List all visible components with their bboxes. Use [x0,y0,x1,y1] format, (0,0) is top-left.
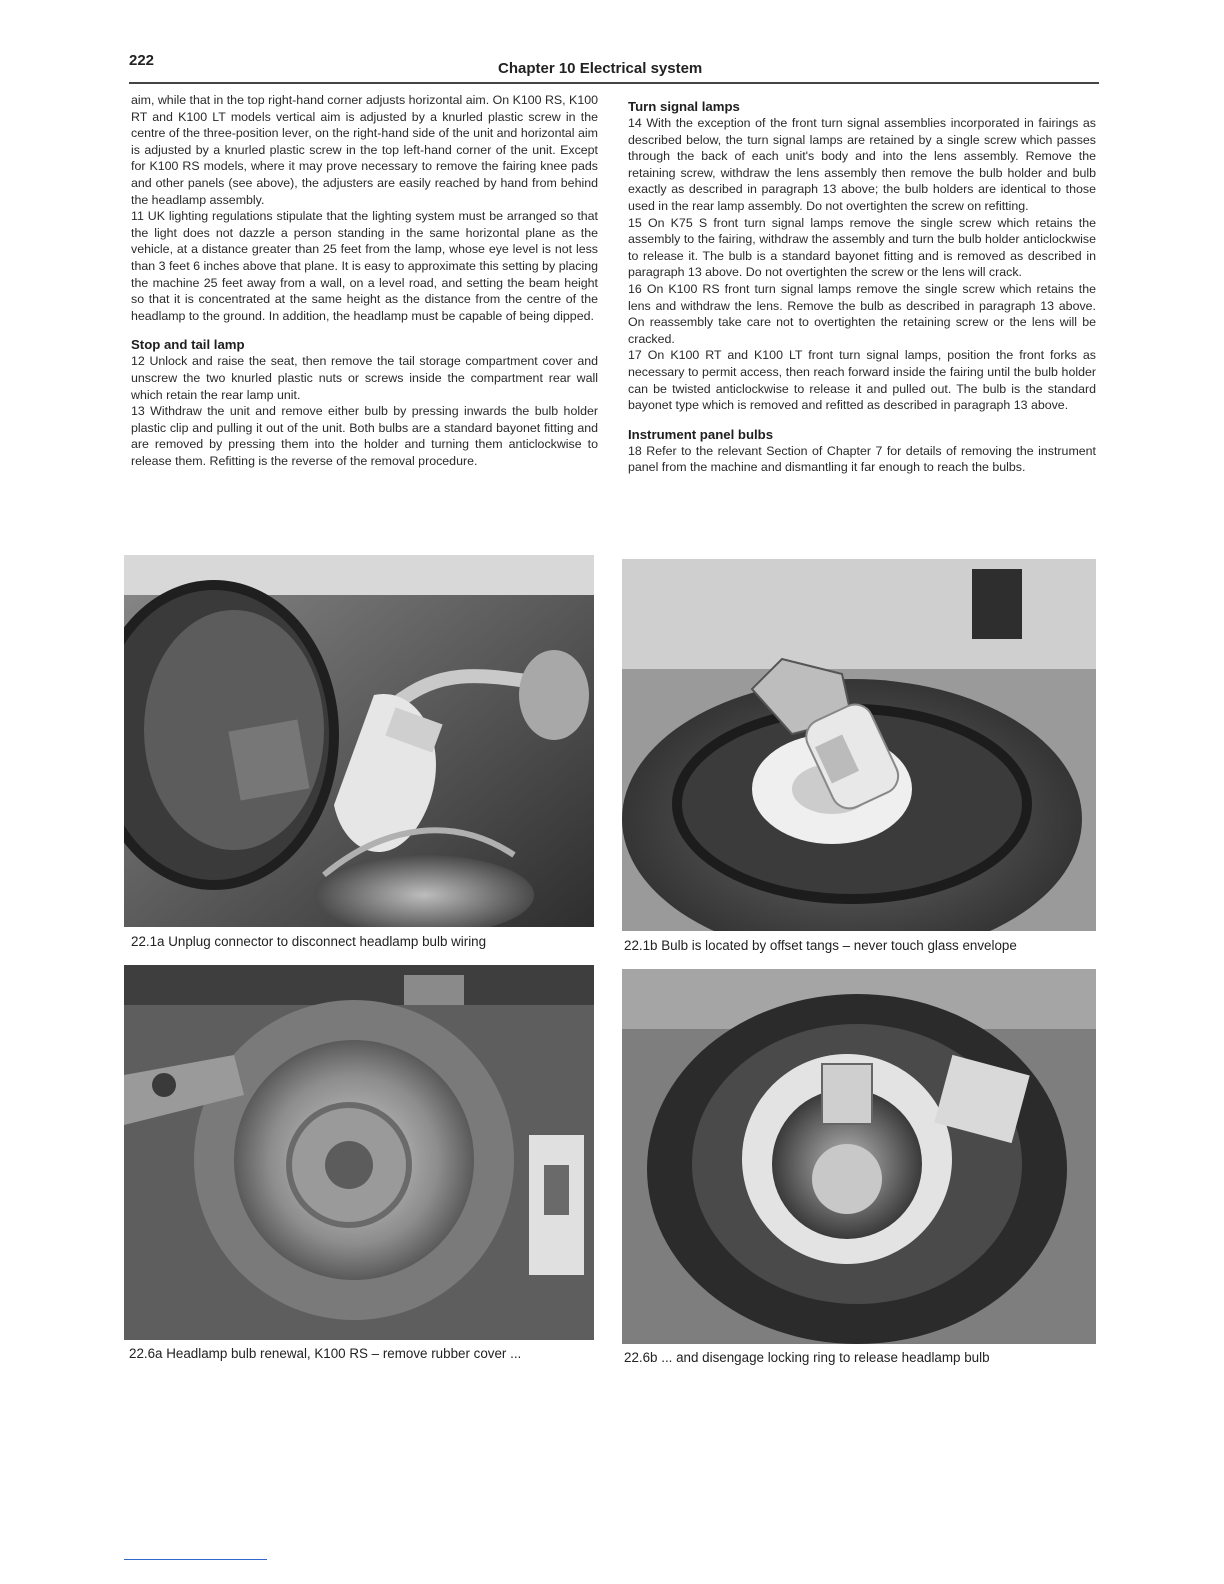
heading-instrument-panel-bulbs: Instrument panel bulbs [628,426,774,442]
caption-22-6b: 22.6b ... and disengage locking ring to release headlamp bulb [624,1350,990,1365]
left-column [131,92,598,469]
paragraph-14: 14 With the exception of the front turn signal assemblies incorporated in fairings as described below, the turn signal lamps are retained by a single screw which passes through the back of each unit's body and into the lens assembly. Remove the retaining screw, withdraw the lens assembly then remove the bulb holder and bulb exactly as described in paragraph 13 above; the bulb holders are identical to those used in the rear lamp assembly. Do not overtighten the screw on refitting. [628,116,1096,213]
paragraph-intro: aim, while that in the top right-hand corner adjusts horizontal aim. On K100 RS, K100 RT and K100 LT models vertical aim is adjusted by a knurled plastic screw in the centre of the three-position lever, on the right-hand side of the unit and horizontal aim is adjusted by a knurled plastic screw in the top left-hand corner of the unit. Except for K100 RS models, where it may prove necessary to remove the fairing knee pads and other panels (see above), the adjusters are easily reached by hand from behind the headlamp assembly. [131,93,598,207]
paragraph-18: 18 Refer to the relevant Section of Chapter 7 for details of removing the instrument panel from the machine and dismantling it far enough to reach the bulbs. [628,443,1096,475]
caption-22-1b: 22.1b Bulb is located by offset tangs – never touch glass envelope [624,938,1017,953]
header-rule [129,82,1099,84]
caption-22-1a: 22.1a Unplug connector to disconnect headlamp bulb wiring [131,934,487,949]
caption-22-6a: 22.6a Headlamp bulb renewal, K100 RS – remove rubber cover ... [129,1346,522,1361]
heading-turn-signal-lamps: Turn signal lamps [628,99,740,114]
chapter-title: Chapter 10 Electrical system [498,60,703,77]
photo-rubber-cover [124,965,594,1340]
paragraph-13: 13 Withdraw the unit and remove either bulb by pressing inwards the bulb holder plastic clip and pulling it out of the unit. Both bulbs are a standard bayonet fitting and are removed by pressing them into the holder and turning them anticlockwise to release them. Refitting is the reverse of the removal procedure. [131,404,598,468]
footer-rule [124,1559,267,1560]
paragraph-15: 15 On K75 S front turn signal lamps remove the single screw which retains the assembly to the fairing, withdraw the assembly and turn the bulb holder anticlockwise to release it. The bulb is a standard bayonet fitting and is removed as described in paragraph 13 above. Do not overtighten the screw or the lens will crack. [628,215,1096,280]
paragraph-17: 17 On K100 RT and K100 LT front turn signal lamps, position the front forks as necessary to permit access, then reach forward inside the fairing until the bulb holder can be twisted anticlockwise to release it and pulled out. The bulb is the standard bayonet type which is removed and refitted as described in paragraph 13 above. [628,348,1096,413]
photo-bulb-offset-tangs [622,559,1096,931]
paragraph-12: 12 Unlock and raise the seat, then remove the tail storage compartment cover and unscrew the two knurled plastic nuts or screws inside the compartment rear wall which retain the rear lamp unit. [131,354,598,402]
photo-headlamp-connector [124,555,594,927]
paragraph-16: 16 On K100 RS front turn signal lamps remove the single screw which retains the lens and withdraw the lens. Remove the bulb as described in paragraph 13 above. On reassembly take care not to overtighten the retaining screw or the lens will be cracked. [628,281,1096,346]
heading-stop-tail-lamp: Stop and tail lamp [131,337,245,353]
paragraph-11: 11 UK lighting regulations stipulate that the lighting system must be arranged so that the light does not dazzle a person standing in the same horizontal plane as the vehicle, at a distance greater than 25 feet from the lamp, whose eye level is not less than 3 feet 6 inches above that plane. It is easy to approximate this setting by placing the machine 25 feet away from a wall, on a level road, and setting the beam height so that it is concentrated at the same height as the distance from the centre of the headlamp to the ground. In addition, the headlamp must be capable of being dipped. [131,209,598,323]
photo-locking-ring [622,969,1096,1344]
right-column [628,98,1096,476]
page-number: 222 [129,52,155,69]
